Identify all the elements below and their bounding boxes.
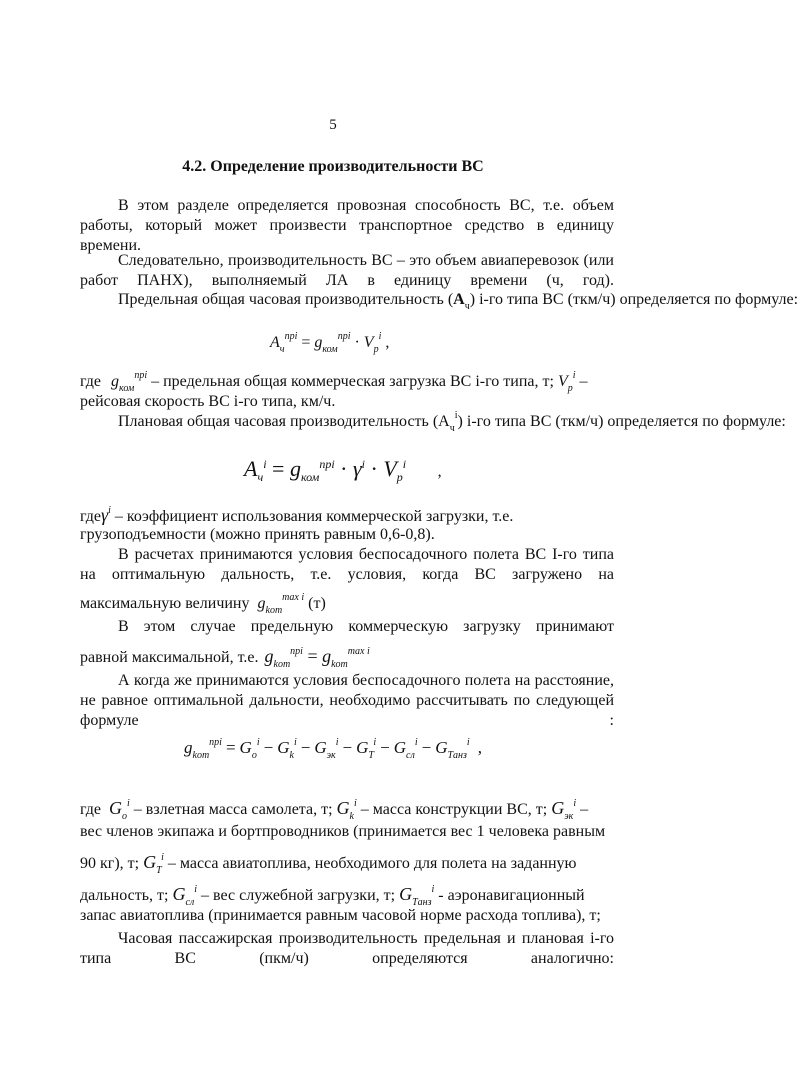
p3-text-b: ) i-го типа ВС (ткм/ч) определяется по формуле: [469,291,798,308]
f5-term-1-op: − [300,738,311,757]
paragraph-4-line-1 [80,372,614,394]
f5-term-1-sup: i [293,737,297,748]
f2-lhs: A [244,456,258,481]
f1-lhs-sub: ч [279,344,285,355]
p3-symbol: А [453,291,465,308]
f2-lhs-sup: i [263,457,267,471]
f1-v: V [363,334,374,351]
p10-gtanz-sup: i [431,884,435,895]
f2-tail: , [437,463,442,480]
p10-text-d: – [580,801,589,818]
p10-text-b: – взлетная масса самолета, т; [133,801,333,818]
formula-1 [270,331,390,355]
f4-eq: = [307,646,318,666]
p10-gek-sup: i [573,798,577,809]
p5-text-a: Плановая общая часовая производительность (А [118,413,450,430]
p5-sub: ч [449,423,455,434]
f1-g: g [314,334,323,351]
f2-eq: = [272,456,285,481]
f2-v-sup: i [402,457,407,471]
f4-g2-sub: kom [331,659,348,670]
p10-gk [336,798,357,822]
paragraph-10-line-4 [80,884,614,908]
f5-term-3-sym: G [356,738,369,757]
f2-dot-2: · [370,456,378,481]
p7-formula [257,592,305,616]
p8-text-c: равной максимальной, т.е. [80,649,259,666]
p7-text-c: максимальную величину [80,595,250,612]
p10-text-c: – масса конструкции ВС, т; [360,801,548,818]
p3-text-a: Предельная общая часовая производительность ( [118,291,454,308]
p6-gamma-sup: i [108,505,111,516]
f2-v-sub: p [396,470,403,484]
formula-2 [244,456,442,482]
paragraph-11: Часовая пассажирская производительность предельная и плановая i-го типа ВС (пкм/ч) определяются аналогично: [80,930,614,967]
p10-gk-sup: i [353,798,357,809]
p10-text-i: – вес служебной загрузки, т; [201,887,396,904]
p10-gsl-sup: i [194,884,198,895]
section-title: 4.2. Определение производительности ВС [182,158,484,175]
p10-go [109,798,130,822]
f1-v-sup: i [378,331,382,342]
p4-vp-sub: p [567,383,573,394]
f1-dot: · [354,334,360,351]
p4-gkom [111,370,148,394]
f5-term-3-sup: i [373,737,377,748]
p4-text-b: – предельная общая коммерческая загрузка ВС i-го типа, т; [151,373,554,390]
p6-gamma [101,505,111,525]
p5-text-b: ) i-го типа ВС (ткм/ч) определяется по формуле: [457,413,786,430]
p10-gek-sub: эк [564,811,574,822]
f5-term-1-sym: G [277,738,290,757]
f5-term-4-sup: i [414,737,418,748]
f2-lhs-sub: ч [257,470,264,484]
f5-term-0-sup: i [256,737,260,748]
f5-term-0-sub: o [251,750,257,761]
p6-text-a: где [80,508,102,525]
f5-term-0-op: − [263,738,274,757]
f5-term-3-op: − [380,738,390,757]
p10-gek [551,798,577,822]
p4-text-a: где [80,373,102,390]
p5-sup: i [454,410,458,421]
p4-vp-sup: i [572,370,576,381]
p4-gkom-sym: g [111,373,120,390]
paragraph-7-line-3 [80,594,614,616]
paragraph-8-line-1: В этом случае предельную коммерческую загрузку принимают [118,618,614,635]
p10-gtanz-sym: G [399,884,413,904]
paragraph-4-line-2: рейсовая скорость ВС i-го типа, км/ч. [80,393,336,410]
p7-text-d: (т) [308,595,326,612]
p10-text-j: - аэронавигационный [438,887,585,904]
f5-term-2-op: − [342,738,353,757]
p10-gsl [172,884,198,908]
p10-gt-sub: T [156,865,162,876]
f2-g-sub: ком [300,470,320,484]
f1-lhs-sup: пpi [284,331,298,342]
f5-term-5-sym: G [435,738,448,757]
paragraph-5-line-1 [80,410,786,434]
f5-term-5-sup: i [466,737,470,748]
p10-gk-sub: k [349,811,354,822]
paragraph-1: В этом разделе определяется провозная способность ВС, т.е. объем работы, который может произвести транспортное средство в единицу времени. [80,197,614,254]
f4-g1-sub: kom [273,659,291,670]
f4-g2-sup: max i [347,646,370,657]
f5-term-4-sub: сл [406,750,415,761]
f5-term-2-sub: эк [326,750,336,761]
p3-symbol-sub: ч [464,301,470,312]
p4-vp-sym: V [557,373,568,390]
f5-term-0-sym: G [239,738,252,757]
f1-lhs: A [270,334,280,351]
p4-gkom-sup: пpi [134,370,148,381]
f1-g-sup: пpi [337,331,351,342]
p10-text-h: дальность, т; [80,887,169,904]
paragraph-10-line-5: запас авиатоплива (принимается равным часовой норме расхода топлива), т; [80,907,601,924]
paragraph-6-line-2: грузоподъемности (можно принять равным 0,6-0,8). [80,526,435,543]
f1-v-sub: p [373,344,379,355]
f3-g: g [257,595,266,612]
f4-g2: g [322,646,332,666]
f5-term-2-sym: G [314,738,327,757]
p10-gsl-sym: G [172,884,186,904]
paragraph-9: А когда же принимаются условия беспосадочного полета на расстояние, не равное оптимальной дальности, необходимо рассчитывать по следующей формуле : [80,672,614,729]
f2-gamma: γ [352,456,362,481]
p10-gt-sup: i [161,852,164,863]
p10-gt-sym: G [143,852,157,872]
formula-5 [184,737,482,761]
f5-g-sub: kom [192,750,210,761]
f3-g-sup: max i [282,592,305,603]
p10-go-sub: o [122,811,128,822]
f2-gamma-sup: i [361,457,365,471]
f5-eq: = [225,738,236,757]
p10-text-f: 90 кг), т; [80,855,140,872]
f5-term-4-sym: G [393,738,407,757]
p10-gk-sym: G [336,798,350,818]
f1-eq: = [301,334,311,351]
page-number: 5 [329,117,337,133]
f4-g1: g [264,646,274,666]
p10-text-a: где [80,801,102,818]
p10-gtanz-sub: Tанз [412,897,432,908]
p10-text-g: – масса авиатоплива, необходимого для полета на заданную [167,855,577,872]
f2-g: g [289,456,301,481]
f5-term-4-op: − [421,738,432,757]
f5-g-sup: пpi [209,737,222,748]
f1-tail: , [385,334,390,351]
f2-dot-1: · [340,456,348,481]
paragraph-3 [80,290,798,312]
p10-go-sup: i [127,798,130,809]
p10-go-sym: G [109,798,123,818]
p10-gek-sym: G [551,798,565,818]
f5-term-5-sub: Tанз [447,750,467,761]
f5-g: g [184,738,193,757]
paragraph-10-line-1 [80,798,614,822]
f5-term-3-sub: T [368,750,374,761]
f2-v: V [383,456,397,481]
f5-term-2-sup: i [335,737,339,748]
p10-gtanz [399,884,435,908]
p6-gamma-sym: γ [101,505,109,525]
p10-gsl-sub: сл [185,897,195,908]
f4-g1-sup: пpi [290,646,303,657]
paragraph-10-line-2: вес членов экипажа и бортпроводников (принимается вес 1 человека равным [80,823,606,840]
f2-g-sup: пpi [319,457,335,471]
p4-gkom-sub: ком [119,383,135,394]
paragraph-2: Следовательно, производительность ВС – это объем авиаперевозок (или работ ПАНХ), выполняемый ЛА в единицу времени (ч, год). [80,252,614,289]
p4-text-c: – [579,373,588,390]
p4-vp [557,370,576,394]
paragraph-8-line-2 [80,646,614,670]
f1-g-sub: ком [322,344,338,355]
p10-gt [143,852,164,876]
f3-g-sub: kom [265,605,283,616]
f5-tail: , [477,738,482,757]
p6-text-b: – коэффициент использования коммерческой загрузки, т.е. [114,508,514,525]
paragraph-7: В расчетах принимаются условия беспосадочного полета ВС I-го типа на оптимальную дальность, т.е. условия, когда ВС загружено на [80,546,614,583]
paragraph-10-line-3 [80,852,614,876]
f4-formula [264,646,370,670]
f5-term-1-sub: k [289,750,294,761]
